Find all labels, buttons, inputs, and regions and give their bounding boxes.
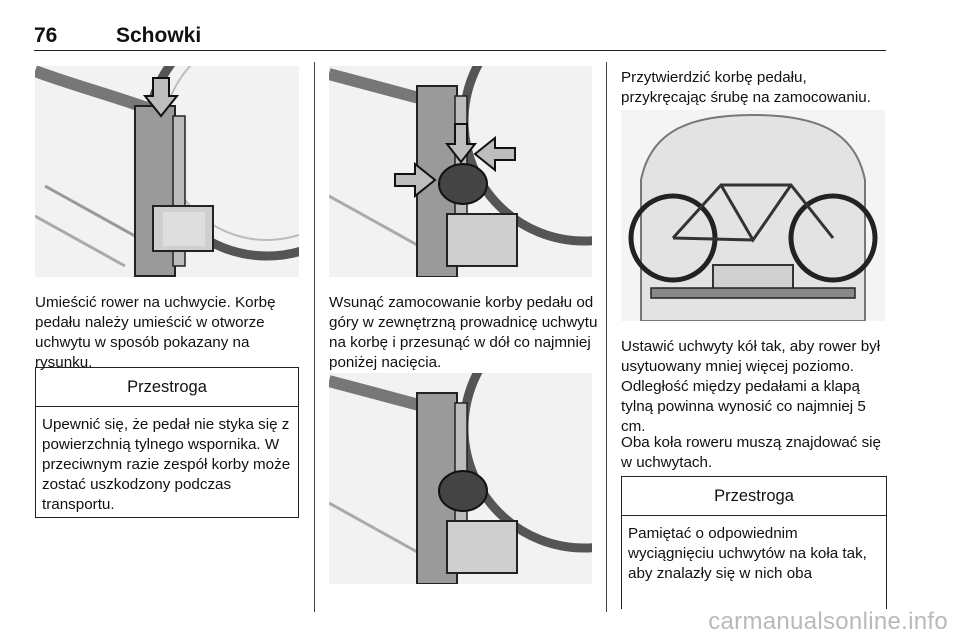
section-title: Schowki (116, 24, 202, 47)
instruction-text: Wsunąć zamocowanie korby pedału od góry w zewnętrzną prowadnicę uchwytu na korbę i przesunąć w dół co najmniej poniżej nacięcia. (329, 294, 598, 371)
warning-box (621, 476, 887, 609)
illustration-crank-fixed (329, 373, 592, 584)
warning-title: Przestroga (36, 368, 298, 407)
warning-box (35, 367, 299, 518)
column-divider (314, 62, 315, 612)
page-header (34, 16, 886, 51)
warning-title: Przestroga (622, 477, 886, 516)
instruction-text: Przytwierdzić korbę pedału, przykręcając śrubę na zamocowaniu. (621, 69, 871, 106)
illustration-pedal-placement (35, 66, 299, 277)
instruction-text: Umieścić rower na uchwycie. Korbę pedału należy umieścić w otworze uchwytu w sposób pokazany na rysunku. (35, 294, 276, 371)
illustration-crank-insertion (329, 66, 592, 277)
instruction-text: Ustawić uchwyty kół tak, aby rower był usytuowany mniej więcej poziomo. Odległość między pedałami a klapą tylną powinna wynosić co najmniej 5 cm. (621, 338, 881, 435)
instruction-text: Oba koła roweru muszą znajdować się w uchwytach. (621, 434, 881, 471)
illustration-bike-on-carrier (621, 110, 885, 321)
warning-text: Pamiętać o odpowiednim wyciągnięciu uchwytów na koła tak, aby znalazły się w nich oba (628, 525, 867, 582)
page-number: 76 (34, 24, 58, 47)
column-divider (606, 62, 607, 612)
warning-text: Upewnić się, że pedał nie styka się z powierzchnią tylnego wspornika. W przeciwnym razie zespół korby może zostać uszkodzony podczas transportu. (42, 416, 291, 513)
watermark: carmanualsonline.info (708, 608, 948, 635)
